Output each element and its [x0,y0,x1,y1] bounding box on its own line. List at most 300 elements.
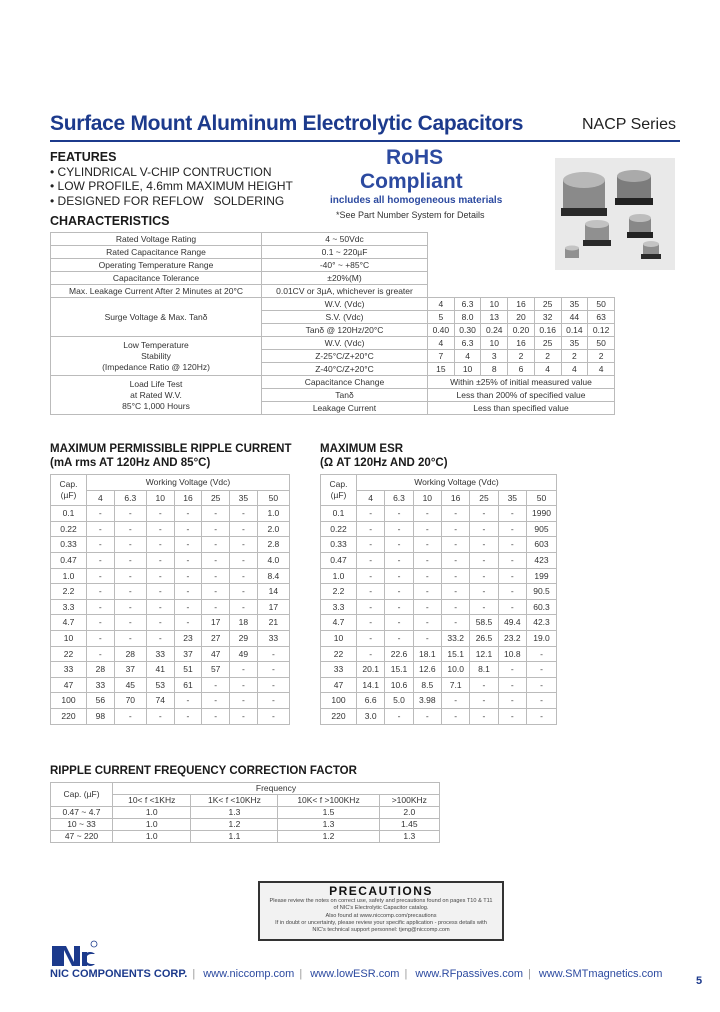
table-cell: - [470,537,498,553]
table-cell: - [413,708,441,724]
precautions-line: of NIC's Electrolytic Capacitor catalog. [333,905,429,912]
table-cell: - [257,693,289,709]
title-rule [50,140,680,142]
cap-header [321,475,357,506]
table-cell: 2.0 [379,807,439,819]
table-cell: - [498,677,526,693]
ripple-heading [50,442,292,470]
char-label-line: Load Life Test [129,378,183,389]
table-row [51,677,290,693]
table-cell: 8.0 [454,311,481,324]
table-cell: - [385,630,413,646]
table-cell: 1990 [527,506,557,522]
feature-item: • LOW PROFILE, 4.6mm MAXIMUM HEIGHT [50,179,293,193]
table-cell: - [527,677,557,693]
table-cell: 22.6 [385,646,413,662]
cap-header-line: Cap. [59,479,78,490]
table-cell: 3.0 [357,708,385,724]
table-cell: - [174,708,202,724]
cap-value: 2.2 [51,584,87,600]
table-row [321,615,557,631]
table-cell: - [87,506,115,522]
table-cell: - [202,521,230,537]
table-cell: - [87,615,115,631]
char-label [51,337,262,376]
table-cell: - [202,537,230,553]
cap-value: 10 [321,630,357,646]
table-cell: 17 [202,615,230,631]
table-cell: - [114,568,146,584]
footer-separator: | [192,968,196,980]
table-cell: 1.3 [278,819,379,831]
table-cell: - [441,521,469,537]
table-cell: 16 [508,337,535,350]
page-number: 5 [696,975,703,987]
table-cell: 1.5 [278,807,379,819]
table-cell: - [202,506,230,522]
table-row [51,376,615,389]
rohs-compliant: Compliant [360,170,463,193]
cap-value: 2.2 [321,584,357,600]
table-cell: - [174,693,202,709]
table-cell: - [385,708,413,724]
cap-value: 0.22 [321,521,357,537]
table-cell: - [202,568,230,584]
table-cell: - [385,537,413,553]
table-cell: 60.3 [527,599,557,615]
frequency-band: >100KHz [379,795,439,807]
char-label: Capacitance Tolerance [51,272,262,285]
char-sublabel: Leakage Current [262,402,428,415]
table-cell: 1.0 [113,819,191,831]
table-cell: 10 [481,298,508,311]
table-cell: - [202,708,230,724]
characteristics-heading: CHARACTERISTICS [50,214,170,228]
table-cell: - [498,568,526,584]
table-cell: - [413,506,441,522]
table-cell: 27 [202,630,230,646]
voltage-header: 25 [470,490,498,506]
char-label: Surge Voltage & Max. Tanδ [51,298,262,337]
cap-value: 22 [51,646,87,662]
cap-value: 3.3 [321,599,357,615]
freq-correction-table [50,782,440,843]
table-row [51,337,615,350]
table-cell: 0.24 [481,324,508,337]
char-sublabel: Capacitance Change [262,376,428,389]
char-label: Max. Leakage Current After 2 Minutes at 20°C [51,285,262,298]
table-cell: 423 [527,552,557,568]
table-row [321,537,557,553]
table-cell: 1.1 [191,831,278,843]
table-cell: 0.16 [534,324,561,337]
table-cell: 1.3 [191,807,278,819]
char-sublabel: Tanδ @ 120Hz/20°C [262,324,428,337]
table-row [51,298,615,311]
cap-value: 3.3 [51,599,87,615]
table-cell: 199 [527,568,557,584]
table-cell: - [413,552,441,568]
char-label-line: 85°C 1,000 Hours [122,400,190,411]
table-row [51,819,440,831]
table-cell: - [230,584,258,600]
cap-value: 0.47 [51,552,87,568]
cap-value: 100 [321,693,357,709]
table-cell: - [357,552,385,568]
cap-value: 22 [321,646,357,662]
table-row [51,693,290,709]
cap-value: 47 [321,677,357,693]
table-cell: - [174,599,202,615]
footer-link[interactable]: www.SMTmagnetics.com [538,968,663,980]
table-cell: Less than 200% of specified value [428,389,615,402]
table-cell: - [114,615,146,631]
characteristics-table [50,232,615,415]
table-cell: - [498,584,526,600]
table-cell: - [357,630,385,646]
voltage-header: 25 [202,490,230,506]
table-cell: - [257,708,289,724]
table-cell: 53 [146,677,174,693]
table-cell: - [202,599,230,615]
cap-range: 47 ~ 220 [51,831,113,843]
table-cell: - [230,662,258,678]
table-cell: - [413,521,441,537]
table-cell: - [385,599,413,615]
table-row [51,807,440,819]
table-cell: - [357,568,385,584]
nic-logo [50,940,100,968]
table-cell: - [174,552,202,568]
table-cell: - [174,506,202,522]
char-sublabel: Z-40°C/Z+20°C [262,363,428,376]
cap-value: 10 [51,630,87,646]
table-cell: - [470,568,498,584]
table-row [321,693,557,709]
table-cell: 1.2 [191,819,278,831]
table-cell: - [230,599,258,615]
table-cell: 98 [87,708,115,724]
table-cell: - [87,552,115,568]
char-sublabel: S.V. (Vdc) [262,311,428,324]
footer-link[interactable]: www.lowESR.com [310,968,400,980]
table-row [321,708,557,724]
voltage-header: 16 [174,490,202,506]
table-cell: 12.1 [470,646,498,662]
table-cell: - [385,584,413,600]
table-cell: - [441,615,469,631]
table-cell: - [413,599,441,615]
table-cell: - [230,552,258,568]
table-cell: - [385,506,413,522]
char-label: Rated Capacitance Range [51,246,262,259]
cap-value: 0.22 [51,521,87,537]
cap-value: 33 [51,662,87,678]
table-cell: - [357,646,385,662]
table-cell: - [174,615,202,631]
table-row [51,615,290,631]
table-cell: 19.0 [527,630,557,646]
table-cell: 33 [146,646,174,662]
table-cell: - [357,599,385,615]
table-cell: - [174,568,202,584]
char-label-line: at Rated W.V. [130,389,182,400]
table-cell: - [114,630,146,646]
table-row [51,233,615,246]
table-cell: 58.5 [470,615,498,631]
table-cell: - [87,599,115,615]
table-cell: - [498,599,526,615]
char-value: 0.1 ~ 220µF [262,246,428,259]
table-cell: - [114,552,146,568]
footer-link[interactable]: www.RFpassives.com [415,968,523,980]
table-cell: 7 [428,350,455,363]
table-cell: 2 [588,350,615,363]
table-cell: - [114,506,146,522]
table-cell: - [498,552,526,568]
table-cell: - [114,584,146,600]
table-cell: - [498,506,526,522]
table-cell: 49.4 [498,615,526,631]
table-cell: 20 [508,311,535,324]
table-cell: 33.2 [441,630,469,646]
table-cell: - [114,708,146,724]
table-cell: 14.1 [357,677,385,693]
precautions-line: Please review the notes on correct use, safety and precautions found on pages T10 & T11 [269,898,493,904]
table-row [51,246,615,259]
table-cell: - [202,677,230,693]
table-row [51,521,290,537]
table-cell: - [385,521,413,537]
capacitor-large [561,172,607,216]
table-cell: 0.40 [428,324,455,337]
table-cell: 28 [87,662,115,678]
cap-header-line: Cap. [329,479,348,490]
features-block [50,150,293,208]
table-cell: - [257,662,289,678]
table-cell: 49 [230,646,258,662]
table-cell: 90.5 [527,584,557,600]
table-cell: 10.6 [385,677,413,693]
page-title: Surface Mount Aluminum Electrolytic Capacitors [50,112,524,135]
table-cell: 33 [87,677,115,693]
char-label-line: Stability [141,350,171,361]
max-esr-table [320,474,557,725]
table-row [321,506,557,522]
table-cell: 28 [114,646,146,662]
table-cell: - [146,537,174,553]
table-cell: - [87,630,115,646]
voltage-header: 35 [498,490,526,506]
table-cell: 25 [534,337,561,350]
table-cell: 1.2 [278,831,379,843]
table-row [321,630,557,646]
cap-header [51,475,87,506]
wv-header: Working Voltage (Vdc) [357,475,557,491]
voltage-header: 4 [357,490,385,506]
table-row [51,552,290,568]
table-row [51,662,290,678]
table-row [51,646,290,662]
table-cell: - [413,568,441,584]
esr-heading-line2: (Ω AT 120Hz AND 20°C) [320,457,448,469]
table-cell: - [441,537,469,553]
table-cell: 18 [230,615,258,631]
table-cell: 4 [588,363,615,376]
table-cell: 905 [527,521,557,537]
cap-value: 0.33 [51,537,87,553]
table-cell: 61 [174,677,202,693]
table-cell: - [114,521,146,537]
cap-value: 4.7 [321,615,357,631]
table-cell: 4.0 [257,552,289,568]
table-cell: Within ±25% of initial measured value [428,376,615,389]
table-header-row [321,475,557,491]
table-cell: - [498,708,526,724]
table-cell: 4 [534,363,561,376]
table-cell: - [357,615,385,631]
table-cell: 23.2 [498,630,526,646]
table-cell: - [441,506,469,522]
esr-heading-line1: MAXIMUM ESR [320,443,404,455]
char-label: Operating Temperature Range [51,259,262,272]
table-cell: - [385,615,413,631]
table-header-row [321,490,557,506]
table-cell: - [470,693,498,709]
table-cell: 12.6 [413,662,441,678]
char-label: Rated Voltage Rating [51,233,262,246]
table-cell: - [357,521,385,537]
table-cell: - [413,537,441,553]
table-cell: - [146,584,174,600]
cap-value: 0.47 [321,552,357,568]
table-cell: - [202,584,230,600]
table-cell: - [441,693,469,709]
char-value: 0.01CV or 3µA, whichever is greater [262,285,428,298]
precautions-box [258,881,504,941]
table-cell: 57 [202,662,230,678]
table-cell: 1.3 [379,831,439,843]
frequency-band: 1K< f <10KHz [191,795,278,807]
char-value: -40° ~ +85°C [262,259,428,272]
table-cell: 50 [588,337,615,350]
char-label-line: Low Temperature [123,339,189,350]
table-cell: - [498,693,526,709]
table-cell: 37 [174,646,202,662]
table-row [51,630,290,646]
table-row [321,521,557,537]
table-cell: - [146,615,174,631]
char-label [51,376,262,415]
cap-value: 0.33 [321,537,357,553]
wv-header: Working Voltage (Vdc) [87,475,290,491]
table-row [321,646,557,662]
voltage-header: 35 [230,490,258,506]
voltage-header: 16 [441,490,469,506]
table-cell: - [470,506,498,522]
table-cell: - [498,662,526,678]
table-cell: 23 [174,630,202,646]
table-cell: - [257,646,289,662]
table-cell: 5 [428,311,455,324]
table-cell: - [413,630,441,646]
cap-value: 1.0 [51,568,87,584]
precautions-title: PRECAUTIONS [329,884,433,898]
table-cell: 2.8 [257,537,289,553]
precautions-line: Also found at www.niccomp.com/precautions [325,912,437,919]
voltage-header: 6.3 [114,490,146,506]
table-cell: - [470,584,498,600]
ripple-current-table [50,474,290,725]
table-cell: 4 [454,350,481,363]
table-cell: - [87,568,115,584]
cap-value: 100 [51,693,87,709]
table-cell: 21 [257,615,289,631]
capacitor-medium [615,170,653,205]
table-cell: 3 [481,350,508,363]
table-row [321,552,557,568]
voltage-header: 10 [146,490,174,506]
table-cell: 74 [146,693,174,709]
table-cell: 45 [114,677,146,693]
table-cell: - [385,552,413,568]
char-sublabel: Z-25°C/Z+20°C [262,350,428,363]
table-cell: 4 [428,337,455,350]
table-cell: 35 [561,337,588,350]
table-cell: 42.3 [527,615,557,631]
table-cell: - [174,537,202,553]
table-cell: - [357,537,385,553]
table-cell: 1.0 [113,807,191,819]
table-cell: - [470,599,498,615]
feature-item: • CYLINDRICAL V-CHIP CONTRUCTION [50,164,272,179]
cap-header-unit: (µF) [330,490,347,501]
footer-separator: | [404,968,408,980]
table-cell: - [385,568,413,584]
table-cell: - [230,708,258,724]
table-cell: - [441,599,469,615]
table-cell: 10 [454,363,481,376]
table-cell: 35 [561,298,588,311]
table-cell: - [230,521,258,537]
table-cell: - [146,630,174,646]
precautions-line: NIC's technical support personnel: tjeng@niccomp.com [312,927,450,934]
table-row [51,259,615,272]
table-cell: 63 [588,311,615,324]
table-row [51,599,290,615]
table-cell: 6 [508,363,535,376]
voltage-header: 4 [87,490,115,506]
table-cell: - [441,584,469,600]
table-header-row [51,783,440,795]
table-cell: - [174,584,202,600]
table-cell: - [230,506,258,522]
table-cell: - [146,708,174,724]
table-cell: 15.1 [385,662,413,678]
ripple-heading-line2: (mA rms AT 120Hz AND 85°C) [50,457,211,469]
footer-separator: | [527,968,531,980]
table-cell: - [230,568,258,584]
ripple-heading-line1: MAXIMUM PERMISSIBLE RIPPLE CURRENT [50,443,292,455]
table-cell: 15 [428,363,455,376]
table-cell: - [87,646,115,662]
table-cell: - [498,521,526,537]
table-cell: - [527,662,557,678]
table-cell: 51 [174,662,202,678]
footer-link[interactable]: www.niccomp.com [203,968,295,980]
frequency-band: 10K< f >100KHz [278,795,379,807]
table-cell: - [413,615,441,631]
